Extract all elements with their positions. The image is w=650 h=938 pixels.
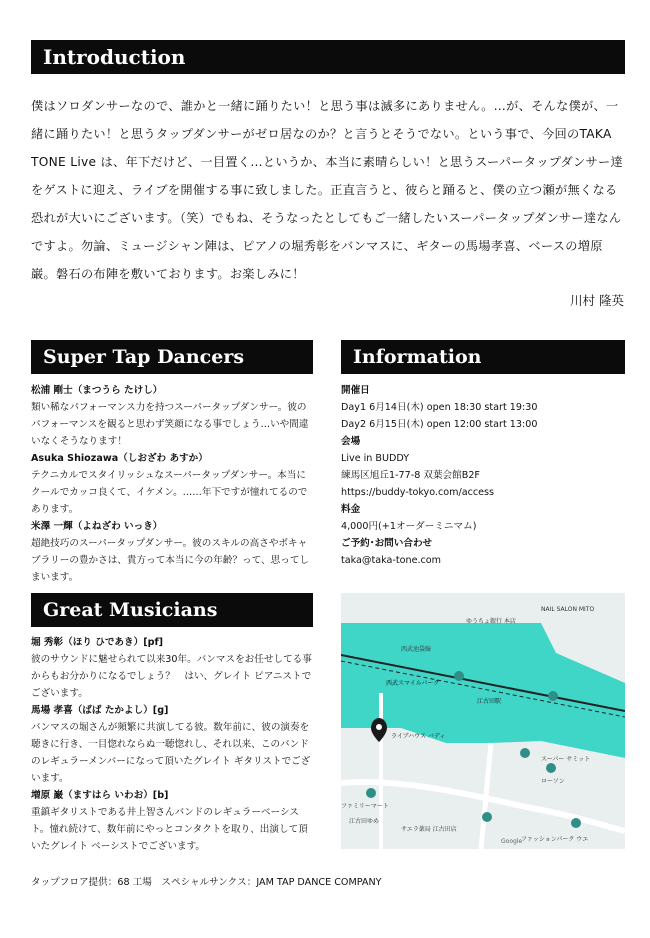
intro-heading: Introduction	[31, 40, 625, 74]
dancer-name: 松浦 剛士（まつうら たけし）	[31, 385, 163, 396]
contact-email[interactable]: taka@taka-tone.com	[341, 555, 442, 566]
map-graphic	[341, 593, 625, 849]
map-label: ライブハウス バディ	[391, 733, 446, 740]
map-label: 西武スマイルパーク	[386, 680, 440, 687]
map-label: ゆうちょ銀行 本店	[466, 618, 516, 625]
musicians-heading: Great Musicians	[31, 593, 313, 627]
musician-name: 堀 秀彰（ほり ひであき）[pf]	[31, 637, 164, 648]
place-marker-icon	[548, 691, 558, 701]
map-label: 江古田駅	[477, 698, 502, 705]
venue-name: Live in BUDDY	[341, 453, 410, 464]
day1-line: Day1 6月14日(木) open 18:30 start 19:30	[341, 402, 538, 413]
footer-credits: タップフロア提供：68 工場 スペシャルサンクス：JAM TAP DANCE COMPANY	[31, 877, 382, 888]
place-marker-icon	[546, 763, 556, 773]
dancer-list	[31, 382, 313, 586]
intro-paragraph: 僕はソロダンサーなので、誰かと一緒に踊りたい！と思う事は滅多にありません。…が、そんな僕が、一緒に踊りたい！と思うタップダンサーがゼロ居なのか？と言うとそうでない。という事で、今回のTAKA TONE Live は、年下だけど、一目置く…というか、本当に素晴らしい！と思うスーパータップダンサー達をゲストに迎え、ライブを開催する事に致しました。正直言うと、彼らと踊ると、僕の立つ瀬が無くなる恐れが大いにございます。（笑）でもね、そうなったとしてもご一緒したいスーパータップダンサー達なんですよ。勿論、ミュージシャン陣は、ピアノの堀秀彰をバンマスに、ギターの馬場孝喜、ベースの増原巌。磐石の布陣を敷いております。お楽しみに！	[31, 99, 624, 281]
musician-desc: バンマスの堀さんが頻繁に共演してる彼。数年前に、彼の演奏を聴きに行き、一目惚れならぬ一聴惚れし、それ以来、このバンドのレギュラーメンバーになって頂いたグレイト ギタリストでございます。	[31, 722, 311, 784]
signature: 川村 隆英	[570, 293, 624, 308]
pin-dot	[376, 724, 382, 730]
day2-line: Day2 6月15日(木) open 12:00 start 13:00	[341, 419, 538, 430]
map-label: ファミリーマート	[341, 803, 389, 810]
dancers-heading: Super Tap Dancers	[31, 340, 313, 374]
musician-name: 増原 巌（ますはら いわお）[b]	[31, 790, 169, 801]
map-label: 江古田ゆめ	[349, 818, 380, 825]
place-marker-icon	[482, 812, 492, 822]
place-marker-icon	[454, 671, 464, 681]
musician-desc: 彼のサウンドに魅せられて以来30年。バンマスをお任せしてる事からもお分かりになるでしょう？ はい、グレイト ピアニストでございます。	[31, 654, 312, 699]
place-marker-icon	[571, 818, 581, 828]
map-label: ファッションパーク ウエ	[521, 836, 589, 843]
venue-label: 会場	[341, 436, 361, 447]
musician-desc: 重鎮ギタリストである井上智さんバンドのレギュラーベーシスト。憧れ続けて、数年前にやっとコンタクトを取り、出演して頂いたグレイト ベーシストでございます。	[31, 807, 308, 852]
contact-label: ご予約･お問い合わせ	[341, 538, 433, 549]
place-marker-icon	[520, 748, 530, 758]
date-label: 開催日	[341, 385, 370, 396]
venue-address: 練馬区旭丘1-77-8 双葉会館B2F	[341, 470, 480, 481]
map-label: スーパー サミット	[541, 756, 591, 763]
fee-value: 4,000円(+1オーダーミニマム)	[341, 521, 477, 532]
map-label: Google	[501, 838, 523, 845]
dancer-name: Asuka Shiozawa（しおざわ あすか）	[31, 453, 208, 464]
map-label: ローソン	[541, 778, 565, 785]
dancer-desc: テクニカルでスタイリッシュなスーパータップダンサー。本当にクールでカッコ良くて、イケメン。……年下ですが憧れてるのであります。	[31, 470, 308, 515]
musician-name: 馬場 孝喜（ばば たかよし）[g]	[31, 705, 169, 716]
intro-text	[31, 92, 625, 288]
map-label: 西武池袋線	[401, 646, 432, 653]
venue-url[interactable]: https://buddy-tokyo.com/access	[341, 487, 495, 498]
map-label: NAIL SALON MITO	[541, 606, 595, 613]
info-block	[341, 382, 625, 569]
fee-label: 料金	[341, 504, 361, 515]
dancer-desc: 類い稀なパフォーマンス力を持つスーパータップダンサー。彼のパフォーマンスを観ると思わず笑顔になる事でしょう…いや間違いなくそうなります！	[31, 402, 309, 447]
musician-list	[31, 634, 313, 855]
dancer-name: 米澤 一輝（よねざわ いっき）	[31, 521, 163, 532]
info-heading: Information	[341, 340, 625, 374]
venue-map[interactable]	[341, 593, 625, 849]
place-marker-icon	[366, 788, 376, 798]
dancer-desc: 超絶技巧のスーパータップダンサー。彼のスキルの高さやボキャブラリーの豊かさは、貴方って本当に今の年齢？って、思ってしまいます。	[31, 538, 310, 583]
map-label: サエラ薬局 江古田店	[401, 826, 457, 833]
